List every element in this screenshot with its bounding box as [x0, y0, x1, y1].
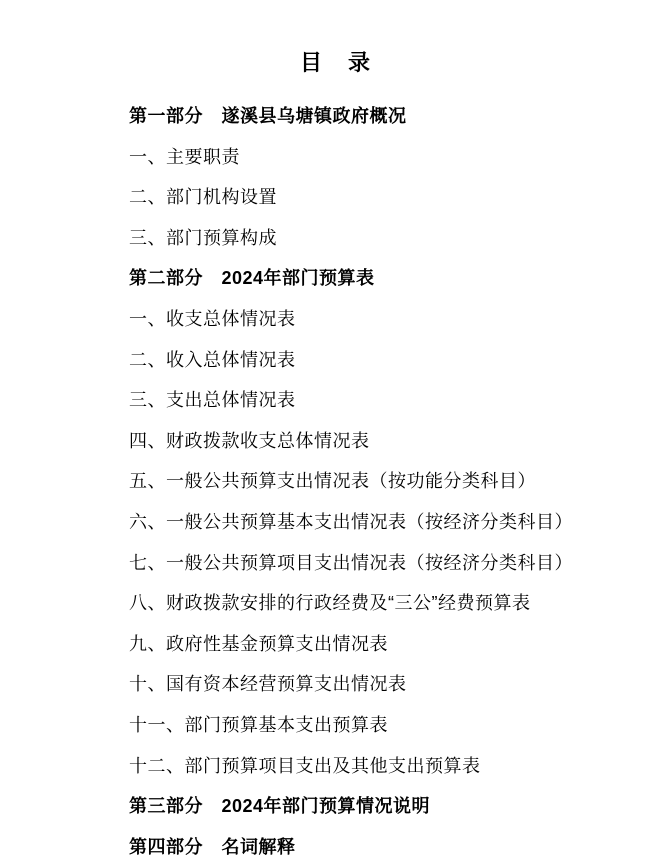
toc-entry: 四、财政拨款收支总体情况表 [129, 430, 370, 451]
toc-section-heading-part4: 第四部分 名词解释 [129, 836, 296, 857]
toc-entry: 七、一般公共预算项目支出情况表（按经济分类科目） [129, 552, 573, 573]
toc-section-heading-part3: 第三部分 2024年部门预算情况说明 [129, 796, 431, 817]
toc-entry: 八、财政拨款安排的行政经费及“三公”经费预算表 [129, 593, 531, 614]
page-title: 目 录 [299, 50, 372, 75]
toc-entry: 十一、部门预算基本支出预算表 [129, 714, 388, 735]
table-of-contents [129, 96, 652, 867]
toc-entry: 一、主要职责 [129, 146, 240, 167]
toc-section-heading-part1: 第一部分 遂溪县乌塘镇政府概况 [129, 106, 407, 126]
toc-entry: 三、支出总体情况表 [129, 390, 296, 411]
toc-entry: 一、收支总体情况表 [129, 308, 296, 329]
toc-entry: 三、部门预算构成 [129, 227, 277, 248]
toc-entry: 五、一般公共预算支出情况表（按功能分类科目） [129, 471, 536, 492]
toc-entry: 十二、部门预算项目支出及其他支出预算表 [129, 755, 481, 776]
toc-entry: 二、部门机构设置 [129, 187, 277, 208]
toc-section-heading-part2: 第二部分 2024年部门预算表 [129, 268, 375, 289]
toc-entry: 二、收入总体情况表 [129, 349, 296, 370]
toc-entry: 六、一般公共预算基本支出情况表（按经济分类科目） [129, 511, 573, 532]
toc-entry: 九、政府性基金预算支出情况表 [129, 633, 388, 654]
toc-entry: 十、国有资本经营预算支出情况表 [129, 674, 407, 695]
